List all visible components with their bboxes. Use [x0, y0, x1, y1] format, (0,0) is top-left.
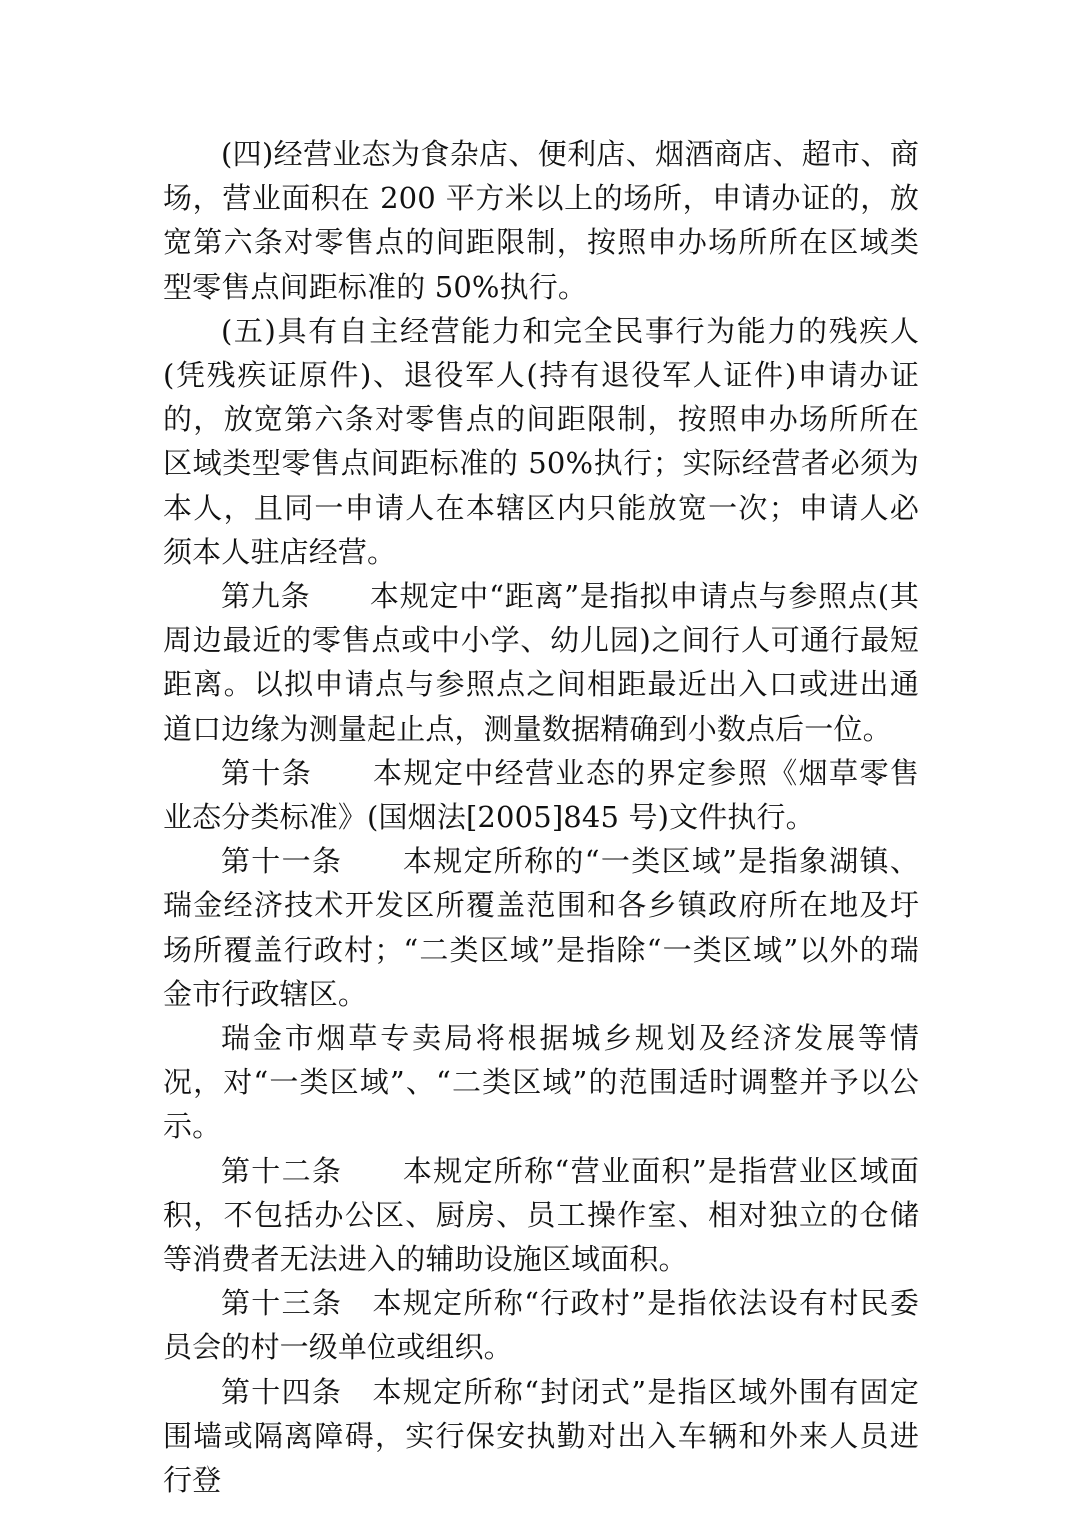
paragraph-article-9: 第九条 本规定中“距离”是指拟申请点与参照点(其周边最近的零售点或中小学、幼儿园)之间行人可通行最短距离。以拟申请点与参照点之间相距最近出入口或进出通道口边缘为测量起止点，测量数据精确到小数点后一位。 — [163, 579, 919, 746]
paragraph-article-14: 第十四条 本规定所称“封闭式”是指区域外围有固定围墙或隔离障碍，实行保安执勤对出入车辆和外来人员进行登 — [163, 1374, 919, 1498]
paragraph-item-5-disabled-veterans: (五)具有自主经营能力和完全民事行为能力的残疾人(凭残疾证原件)、退役军人(持有退役军人证件)申请办证的，放宽第六条对零售点的间距限制，按照申办场所所在区域类型零售点间距标准的 50%执行；实际经营者必须为本人，且同一申请人在本辖区内只能放宽一次；申请人必须本人驻店经营。 — [163, 313, 919, 569]
paragraph-article-10: 第十条 本规定中经营业态的界定参照《烟草零售业态分类标准》(国烟法[2005]845 号)文件执行。 — [163, 755, 919, 835]
paragraph-article-11-adjustment: 瑞金市烟草专卖局将根据城乡规划及经济发展等情况，对“一类区域”、“二类区域”的范围适时调整并予以公示。 — [163, 1021, 919, 1144]
paragraph-article-11: 第十一条 本规定所称的“一类区域”是指象湖镇、瑞金经济技术开发区所覆盖范围和各乡镇政府所在地及圩场所覆盖行政村；“二类区域”是指除“一类区域”以外的瑞金市行政辖区。 — [163, 844, 919, 1011]
paragraph-article-12: 第十二条 本规定所称“营业面积”是指营业区域面积，不包括办公区、厨房、员工操作室、相对独立的仓储等消费者无法进入的辅助设施区域面积。 — [163, 1153, 919, 1277]
paragraph-article-13: 第十三条 本规定所称“行政村”是指依法设有村民委员会的村一级单位或组织。 — [163, 1286, 919, 1365]
paragraph-item-4-business-type: (四)经营业态为食杂店、便利店、烟酒商店、超市、商场，营业面积在 200 平方米以上的场所，申请办证的，放宽第六条对零售点的间距限制，按照申办场所所在区域类型零售点间距标准的 50%执行。 — [163, 137, 919, 304]
document-body — [163, 132, 919, 1502]
